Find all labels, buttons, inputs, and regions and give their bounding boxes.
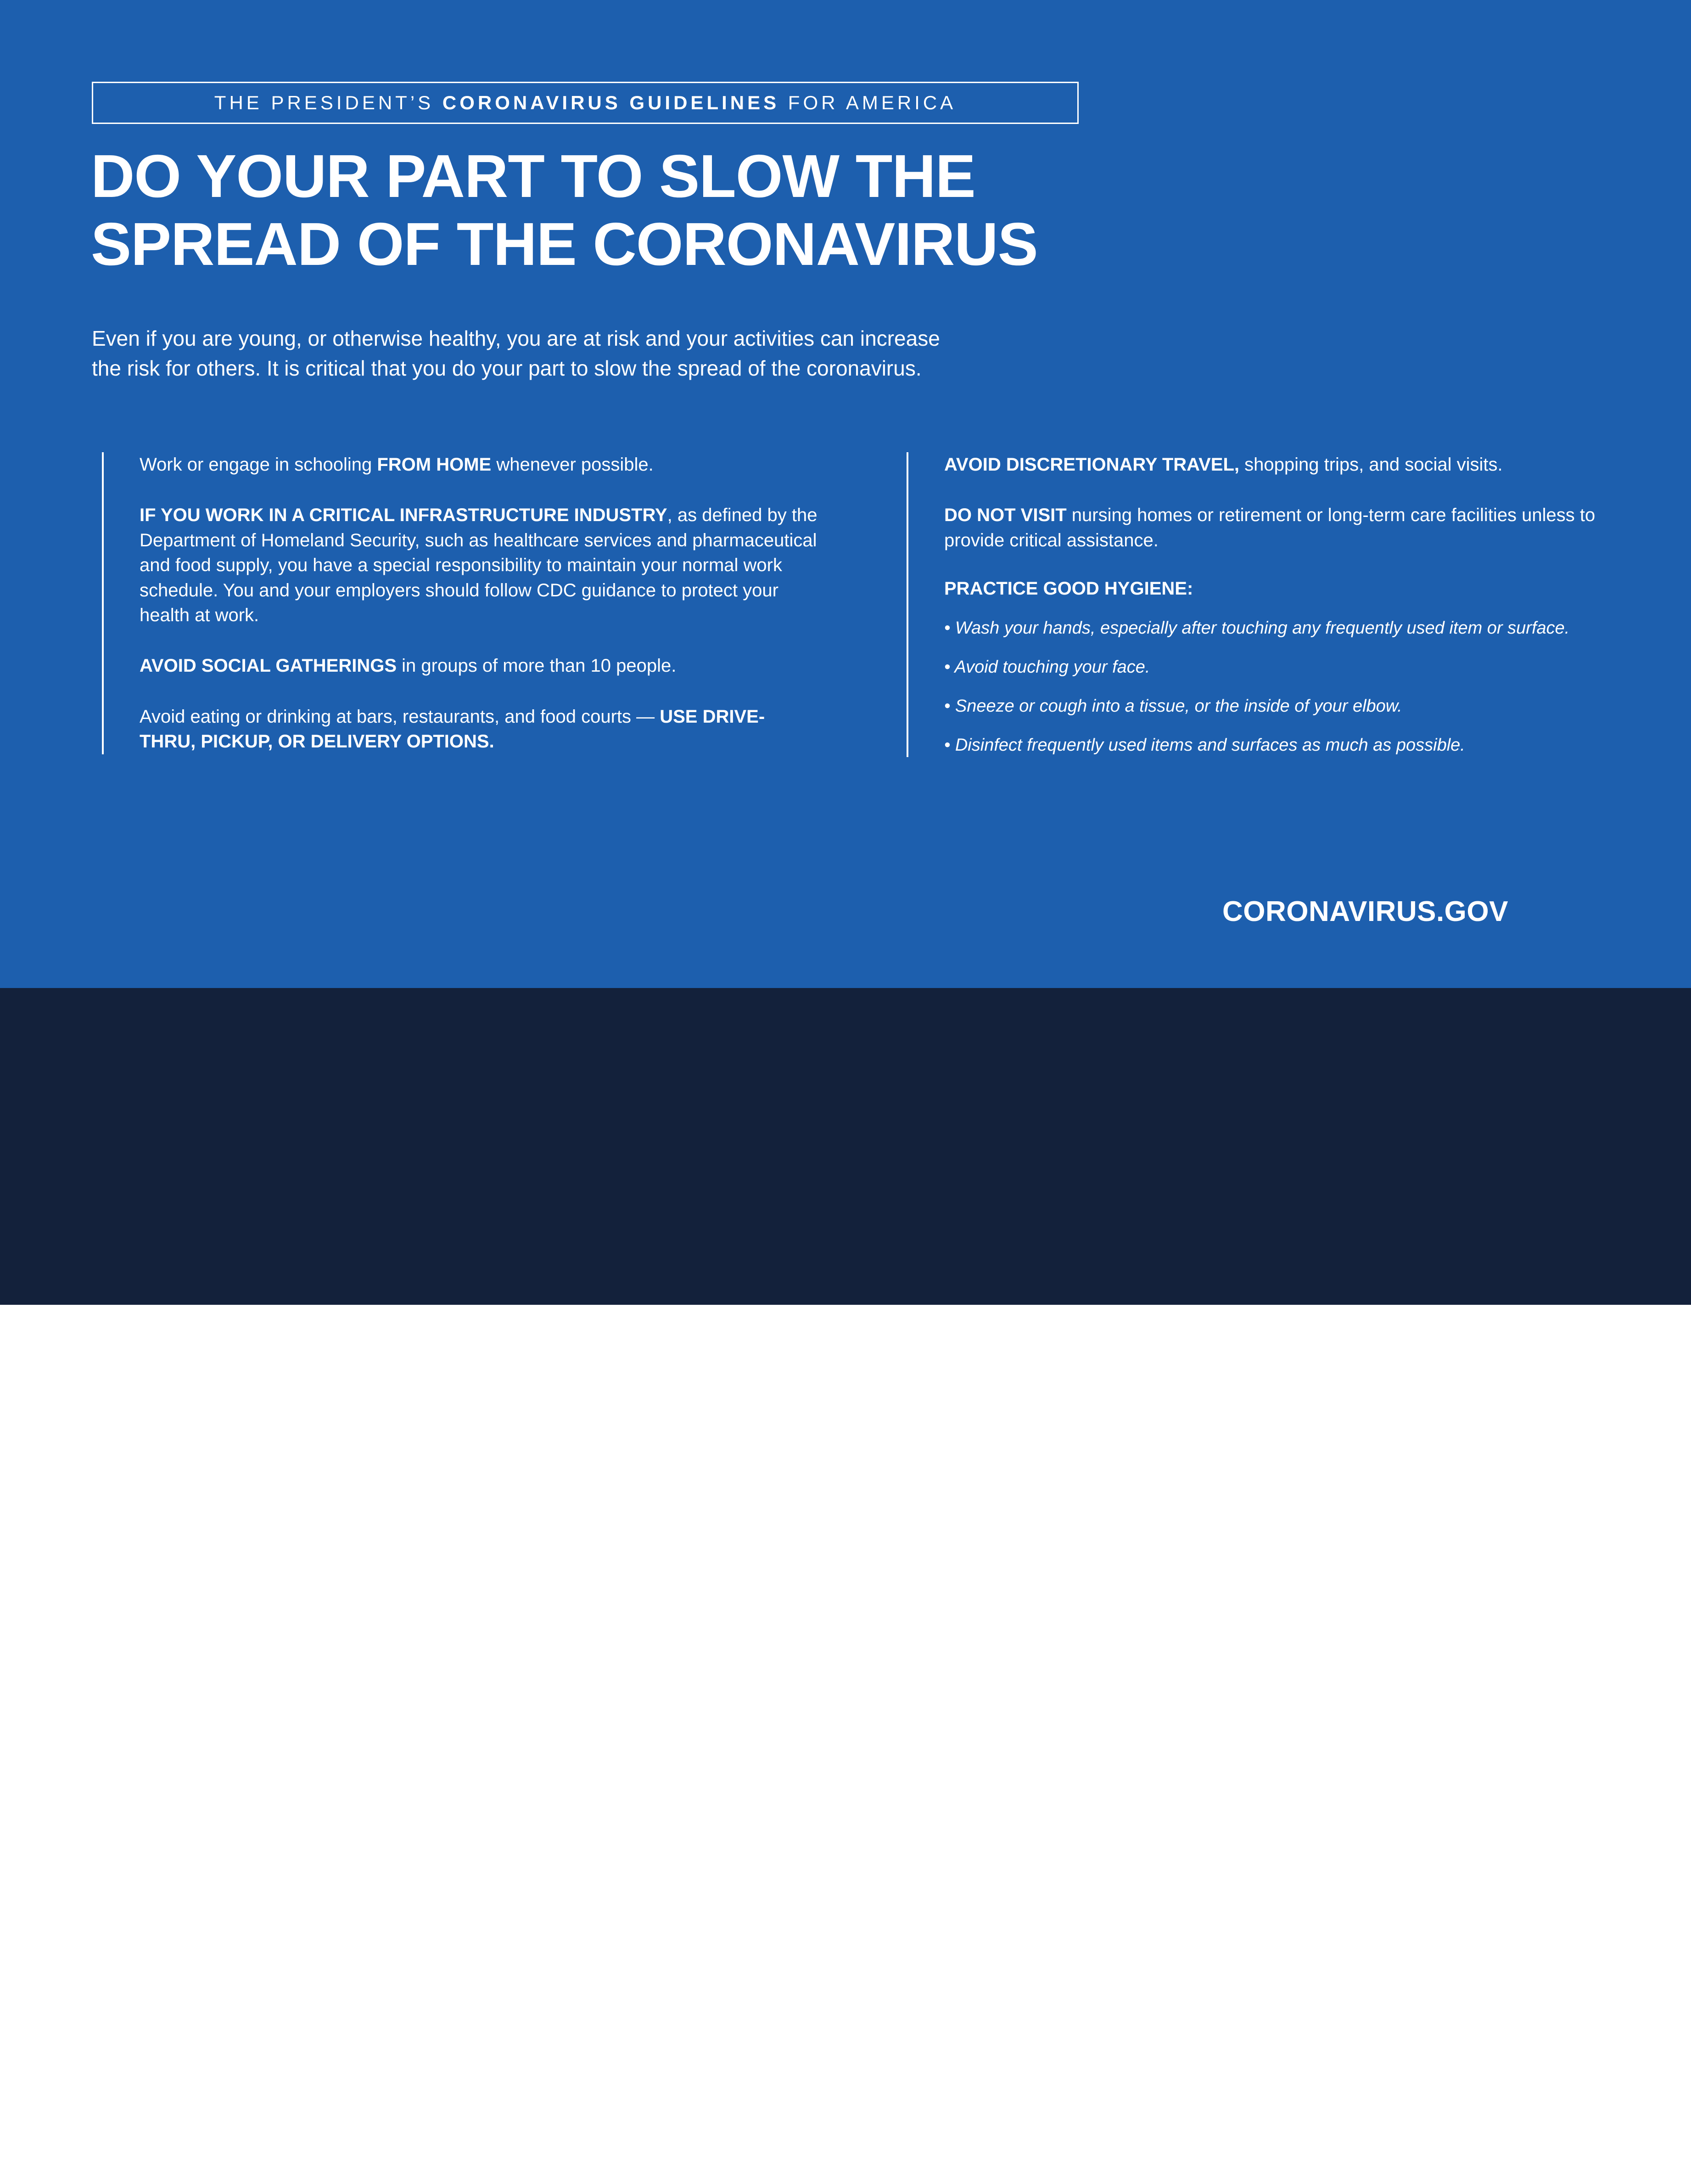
headline-line-1: DO YOUR PART TO SLOW THE	[91, 142, 975, 210]
headline-line-2: SPREAD OF THE CORONAVIRUS	[91, 210, 1038, 278]
footer-paragraph: Older people are particularly at risk from the coronavirus. All states should follow Federal guidance and halt social visits to nursing homes and retirement and long-term care facilities.	[94, 2119, 1308, 2137]
guideline-6-post: nursing homes or retirement or long-term care facilities unless to provide critical assistance.	[944, 505, 1596, 550]
dark-footer-panel	[0, 988, 1691, 2182]
hygiene-heading: PRACTICE GOOD HYGIENE:	[944, 578, 1193, 599]
eyebrow-banner	[92, 82, 1079, 124]
footer-paragraph: In states with evidence of community transmission, bars, restaurants, food courts, gyms, and other indoor and outdoor venues where groups of people congregate should be closed.	[94, 2164, 1303, 2182]
guidelines-left-column	[102, 452, 818, 754]
hygiene-bullet: • Avoid touching your face.	[944, 657, 1150, 677]
guideline-1-bold: FROM HOME	[377, 455, 492, 475]
coronavirus-gov-link[interactable]: CORONAVIRUS.GOV	[1222, 896, 1508, 927]
hygiene-bullet: • Sneeze or cough into a tissue, or the inside of your elbow.	[944, 696, 1402, 716]
footer-paragraph: School operations can accelerate the spread of the coronavirus. Governors of states with evidence of community transmission should close schools in affected and surrounding areas. Governors should close schools in communities that are near areas of community transmission, even if those areas are in neighboring states. In addition, state and local officials should close schools where coronavirus has been identified in the population associated with the school. States and localities that close schools need to address childcare needs of critical responders, as well as the nutritional needs of children.	[94, 2032, 1559, 2092]
guideline-work-from-home	[140, 452, 818, 477]
guideline-3-bold: AVOID SOCIAL GATHERINGS	[140, 656, 397, 676]
guideline-2-post: , as defined by the Department of Homeland Security, such as healthcare services and pharmaceutical and food supply, you have a special responsibility to maintain your normal work schedule. You and your employers should follow CDC guidance to protect your health at work.	[140, 505, 818, 625]
guideline-2-bold: IF YOU WORK IN A CRITICAL INFRASTRUCTURE INDUSTRY	[140, 505, 667, 526]
blue-panel	[0, 0, 1691, 988]
guideline-do-not-visit	[944, 503, 1623, 553]
eyebrow-post: FOR AMERICA	[779, 92, 957, 113]
guideline-4-bold: USE DRIVE-THRU, PICKUP, OR DELIVERY OPTIONS.	[140, 706, 765, 752]
eyebrow-text	[214, 92, 956, 114]
guideline-5-bold: AVOID DISCRETIONARY TRAVEL,	[944, 455, 1240, 475]
eyebrow-pre: THE PRESIDENT’S	[214, 92, 442, 113]
guideline-avoid-travel	[944, 452, 1623, 477]
guideline-critical-infrastructure	[140, 503, 818, 628]
deck-line-1: Even if you are young, or otherwise healthy, you are at risk and your activities can increase	[92, 326, 940, 350]
eyebrow-bold: CORONAVIRUS GUIDELINES	[442, 92, 780, 113]
guideline-1-post: whenever possible.	[491, 455, 654, 475]
guideline-avoid-social-gatherings	[140, 653, 818, 678]
guideline-4-pre: Avoid eating or drinking at bars, restaurants, and food courts —	[140, 706, 660, 727]
guideline-6-bold: DO NOT VISIT	[944, 505, 1067, 526]
hygiene-bullet: • Wash your hands, especially after touching any frequently used item or surface.	[944, 618, 1570, 638]
guidelines-right-column	[907, 452, 1623, 757]
page-title	[91, 142, 1422, 278]
guideline-drive-thru	[140, 704, 818, 754]
deck-line-2: the risk for others. It is critical that you do your part to slow the spread of the coronavirus.	[92, 356, 922, 381]
guideline-3-post: in groups of more than 10 people.	[397, 656, 677, 676]
deck-text	[92, 324, 1193, 384]
guideline-1-pre: Work or engage in schooling	[140, 455, 377, 475]
guideline-5-post: shopping trips, and social visits.	[1239, 455, 1503, 475]
footer-text	[94, 2030, 1604, 2184]
hygiene-bullet: • Disinfect frequently used items and surfaces as much as possible.	[944, 735, 1465, 755]
